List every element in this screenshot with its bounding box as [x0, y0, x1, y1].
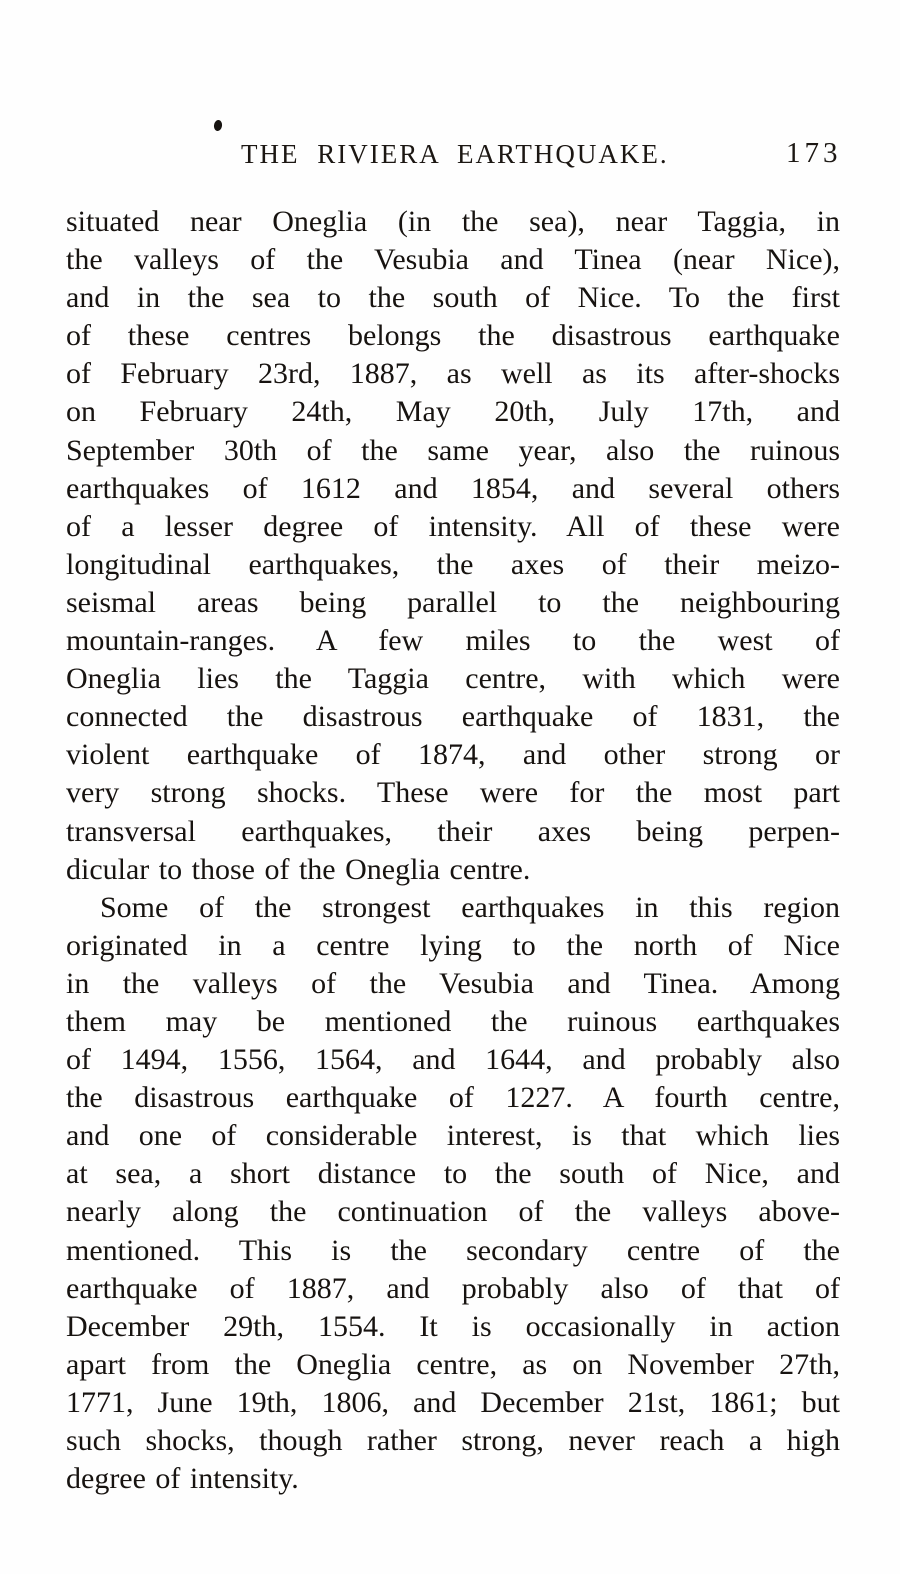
text-line: dicular to those of the Oneglia centre. [66, 852, 531, 886]
text-line: of these centres belongs the disastrous earthquake [66, 319, 840, 353]
text-line: earthquakes of 1612 and 1854, and several others [66, 471, 840, 505]
text-line: 1771, June 19th, 1806, and December 21st, 1861; but [66, 1385, 840, 1419]
text-line: nearly along the continuation of the valleys above- [66, 1195, 840, 1229]
page-number: 173 [786, 137, 842, 169]
text-line: apart from the Oneglia centre, as on November 27th, [66, 1347, 840, 1381]
text-line: September 30th of the same year, also the ruinous [66, 433, 840, 467]
body-text [66, 203, 840, 1498]
text-line: Some of the strongest earthquakes in this region [100, 890, 840, 924]
text-line: at sea, a short distance to the south of Nice, and [66, 1157, 840, 1191]
text-line: originated in a centre lying to the north of Nice [66, 928, 840, 962]
text-line: of a lesser degree of intensity. All of these were [66, 509, 840, 543]
text-line: mentioned. This is the secondary centre of the [66, 1233, 840, 1267]
text-line: of 1494, 1556, 1564, and 1644, and probably also [66, 1043, 840, 1077]
text-line: them may be mentioned the ruinous earthquakes [66, 1004, 840, 1038]
text-line: on February 24th, May 20th, July 17th, and [66, 395, 840, 429]
text-line: and one of considerable interest, is that which lies [66, 1119, 840, 1153]
text-line: December 29th, 1554. It is occasionally in action [66, 1309, 840, 1343]
text-line: situated near Oneglia (in the sea), near Taggia, in [66, 205, 840, 238]
text-line: degree of intensity. [66, 1462, 299, 1496]
running-head: THE RIVIERA EARTHQUAKE. [241, 139, 669, 169]
text-line: longitudinal earthquakes, the axes of their meizo- [66, 547, 840, 581]
text-line: connected the disastrous earthquake of 1831, the [66, 700, 840, 734]
text-line: and in the sea to the south of Nice. To the first [66, 281, 840, 315]
text-line: such shocks, though rather strong, never reach a high [66, 1424, 840, 1457]
text-line: in the valleys of the Vesubia and Tinea. Among [66, 966, 840, 1000]
text-line: seismal areas being parallel to the neighbouring [66, 585, 840, 619]
text-line: earthquake of 1887, and probably also of that of [66, 1271, 840, 1305]
text-line: Oneglia lies the Taggia centre, with which were [66, 662, 840, 696]
text-line: the valleys of the Vesubia and Tinea (near Nice), [66, 243, 840, 277]
text-line: mountain-ranges. A few miles to the west of [66, 624, 840, 658]
text-line: of February 23rd, 1887, as well as its after-shocks [66, 357, 840, 391]
ink-dot [213, 119, 222, 131]
text-line: transversal earthquakes, their axes being perpen- [66, 814, 840, 848]
text-line: very strong shocks. These were for the most part [66, 776, 840, 810]
text-line: the disastrous earthquake of 1227. A fourth centre, [66, 1081, 840, 1115]
text-line: violent earthquake of 1874, and other strong or [66, 738, 840, 772]
